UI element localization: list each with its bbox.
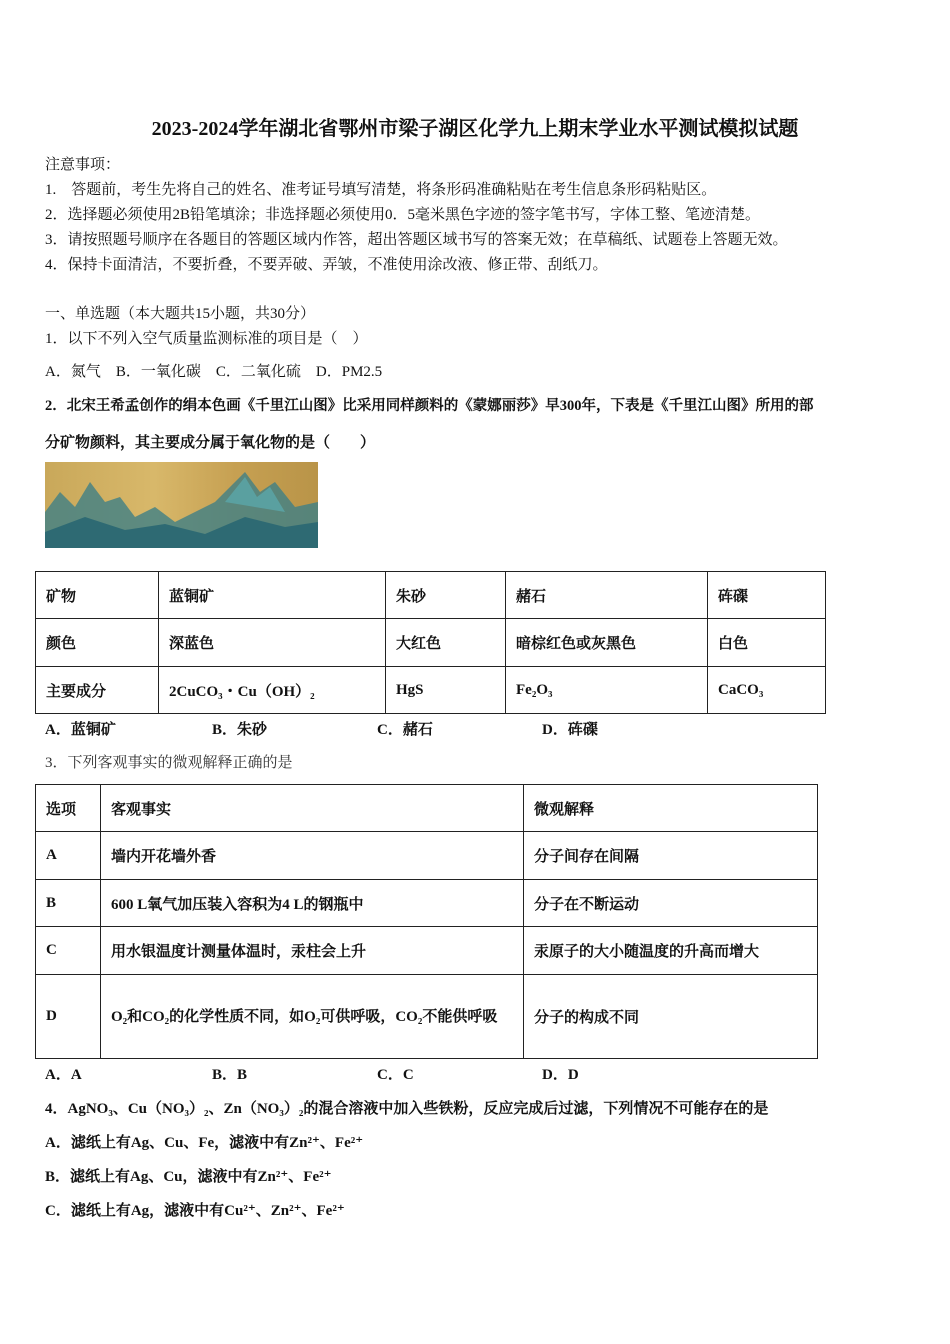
table-cell: 赭石 — [506, 572, 708, 619]
table-cell: D — [36, 975, 101, 1059]
table-cell: 颜色 — [36, 619, 159, 667]
landscape-painting-image — [45, 462, 318, 548]
notes-heading: 注意事项： — [45, 157, 121, 173]
table-cell: 砗磲 — [708, 572, 826, 619]
q3-stem: 3．下列客观事实的微观解释正确的是 — [45, 755, 293, 771]
q1-option: D．PM2.5 — [315, 364, 383, 380]
q3-option: B．B — [212, 1067, 248, 1083]
q2-option: B．朱砂 — [212, 722, 268, 738]
table-cell: 分子间存在间隔 — [524, 832, 818, 880]
table-cell: 微观解释 — [524, 785, 818, 832]
table-cell: 暗棕红色或灰黑色 — [506, 619, 708, 667]
table-cell: A — [36, 832, 101, 880]
table-cell: O₂和CO₂的化学性质不同，如O₂可供呼吸，CO₂不能供呼吸 — [101, 975, 524, 1059]
table-cell: 朱砂 — [386, 572, 506, 619]
table-cell: 矿物 — [36, 572, 159, 619]
table-cell: 选项 — [36, 785, 101, 832]
q1-option: C．二氧化硫 — [215, 364, 301, 380]
q1-option: B．一氧化碳 — [115, 364, 201, 380]
table-cell: 分子的构成不同 — [524, 975, 818, 1059]
q3-option: A．A — [45, 1067, 82, 1083]
table-cell: 分子在不断运动 — [524, 880, 818, 927]
table-cell: 深蓝色 — [159, 619, 386, 667]
q4-option: A．滤纸上有Ag、Cu、Fe，滤液中有Zn²⁺、Fe²⁺ — [45, 1135, 364, 1151]
table-cell: 墙内开花墙外香 — [101, 832, 524, 880]
table-cell: 蓝铜矿 — [159, 572, 386, 619]
q2-stem-line1: 2．北宋王希孟创作的绢本色画《千里江山图》比采用同样颜料的《蒙娜丽莎》早300年，下表是《千里江山图》所用的部 — [45, 398, 814, 414]
table-cell: 主要成分 — [36, 667, 159, 714]
note-item: 3．请按照题号顺序在各题目的答题区域内作答，超出答题区域书写的答案无效；在草稿纸、试题卷上答题无效。 — [45, 232, 788, 248]
q1-options — [45, 360, 382, 381]
q3-option: D．D — [542, 1067, 579, 1083]
q4-option: B．滤纸上有Ag、Cu，滤液中有Zn²⁺、Fe²⁺ — [45, 1169, 332, 1185]
table-cell: Fe₂O₃ — [506, 667, 708, 714]
table-cell: 大红色 — [386, 619, 506, 667]
table-cell: 客观事实 — [101, 785, 524, 832]
q4-option: C．滤纸上有Ag，滤液中有Cu²⁺、Zn²⁺、Fe²⁺ — [45, 1203, 345, 1219]
q2-option: C．赭石 — [377, 722, 433, 738]
table-cell: 用水银温度计测量体温时，汞柱会上升 — [101, 927, 524, 975]
note-item: 1. 答题前，考生先将自己的姓名、准考证号填写清楚，将条形码准确粘贴在考生信息条形码粘贴区。 — [45, 182, 717, 198]
table-cell: C — [36, 927, 101, 975]
explanation-table — [35, 784, 818, 1059]
mineral-table — [35, 571, 826, 714]
table-cell: 汞原子的大小随温度的升高而增大 — [524, 927, 818, 975]
table-cell: CaCO₃ — [708, 667, 826, 714]
q1-option: A．氮气 — [45, 364, 101, 380]
table-cell: 白色 — [708, 619, 826, 667]
section-heading: 一、单选题（本大题共15小题，共30分） — [45, 306, 316, 322]
note-item: 4．保持卡面清洁，不要折叠，不要弄破、弄皱，不准使用涂改液、修正带、刮纸刀。 — [45, 257, 608, 273]
q2-stem-line2: 分矿物颜料，其主要成分属于氧化物的是（ ） — [45, 435, 376, 451]
note-item: 2．选择题必须使用2B铅笔填涂；非选择题必须使用0．5毫米黑色字迹的签字笔书写，字体工整、笔迹清楚。 — [45, 207, 761, 223]
q1-stem: 1．以下不列入空气质量监测标准的项目是（ ） — [45, 331, 368, 347]
q2-option: D．砗磲 — [542, 722, 598, 738]
q3-option: C．C — [377, 1067, 414, 1083]
page-title: 2023-2024学年湖北省鄂州市梁子湖区化学九上期末学业水平测试模拟试题 — [151, 118, 799, 140]
table-cell: 600 L氧气加压装入容积为4 L的钢瓶中 — [101, 880, 524, 927]
table-cell: HgS — [386, 667, 506, 714]
q4-stem: 4．AgNO₃、Cu（NO₃）₂、Zn（NO₃）₂的混合溶液中加入些铁粉，反应完成后过滤，下列情况不可能存在的是 — [45, 1101, 769, 1117]
q2-option: A．蓝铜矿 — [45, 722, 116, 738]
table-cell: B — [36, 880, 101, 927]
table-cell: 2CuCO₃・Cu（OH）₂ — [159, 667, 386, 714]
